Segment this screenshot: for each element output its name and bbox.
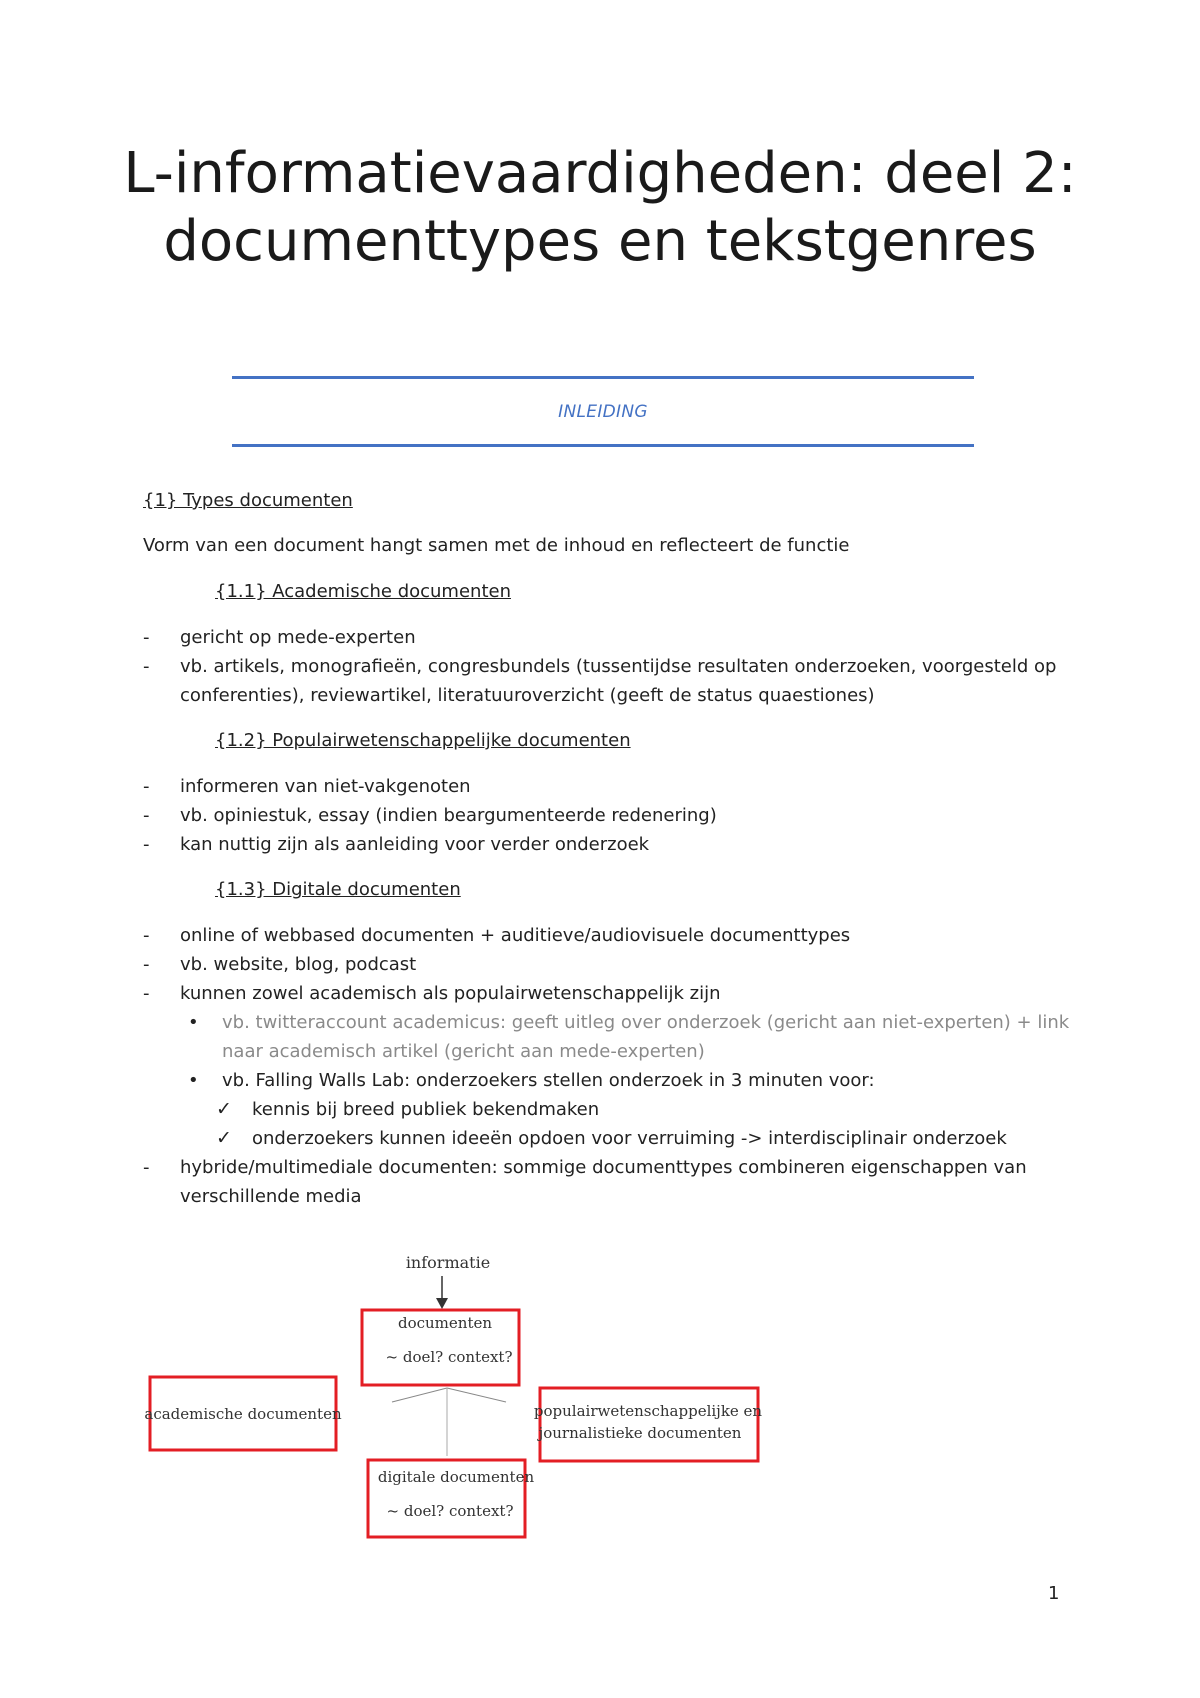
diagram-top-label bbox=[406, 1253, 490, 1272]
dash-marker: - bbox=[143, 1157, 150, 1178]
dash-marker: - bbox=[143, 983, 150, 1004]
check-item-text: kennis bij breed publiek bekendmaken bbox=[252, 1099, 600, 1120]
check-item-text: onderzoekers kunnen ideeën opdoen voor verruiming -> interdisciplinair onderzoek bbox=[252, 1128, 1007, 1149]
diagram-left-text: academische documenten bbox=[144, 1405, 342, 1423]
dash-marker: - bbox=[143, 925, 150, 946]
section-label: INLEIDING bbox=[558, 402, 648, 422]
bullet-item-text: vb. Falling Walls Lab: onderzoekers stellen onderzoek in 3 minuten voor: bbox=[222, 1070, 875, 1091]
heading-1-3: {1.3} Digitale documenten bbox=[215, 879, 461, 900]
dash-marker: - bbox=[143, 834, 150, 855]
list-item-text: informeren van niet-vakgenoten bbox=[180, 776, 471, 797]
intro-paragraph: Vorm van een document hangt samen met de inhoud en reflecteert de functie bbox=[143, 535, 850, 556]
checkmark-icon: ✓ bbox=[216, 1098, 232, 1120]
list-item-text: kan nuttig zijn als aanleiding voor verder onderzoek bbox=[180, 834, 650, 855]
document-title: L-informatievaardigheden: deel 2: documenttypes en tekstgenres bbox=[123, 141, 1077, 274]
diagram-branch-line-right bbox=[447, 1388, 506, 1402]
list-item-text: gericht op mede-experten bbox=[180, 627, 416, 648]
list-item-text: vb. opiniestuk, essay (indien beargumenteerde redenering) bbox=[180, 805, 717, 826]
dash-marker: - bbox=[143, 627, 150, 648]
dash-marker: - bbox=[143, 776, 150, 797]
divider-top bbox=[232, 376, 974, 379]
diagram-bottom-line1: digitale documenten bbox=[377, 1468, 535, 1486]
list-item-text: vb. website, blog, podcast bbox=[180, 954, 417, 975]
list-item-text: vb. artikels, monografieën, congresbundels (tussentijdse resultaten onderzoeken, voorgesteld op conferenties), reviewartikel, literatuuroverzicht (geeft de status quaestiones) bbox=[180, 656, 1057, 706]
document-types-diagram bbox=[0, 1230, 1200, 1550]
dash-marker: - bbox=[143, 954, 150, 975]
diagram-bottom-line2: ~ doel? context? bbox=[386, 1502, 514, 1520]
diagram-right-line1: populairwetenschappelijke en bbox=[533, 1402, 763, 1420]
heading-1: {1} Types documenten bbox=[143, 490, 353, 511]
diagram-center-line1: documenten bbox=[397, 1314, 493, 1332]
list-item-text: kunnen zowel academisch als populairwetenschappelijk zijn bbox=[180, 983, 721, 1004]
heading-1-2: {1.2} Populairwetenschappelijke documenten bbox=[215, 730, 631, 751]
list-item-text: hybride/multimediale documenten: sommige documenttypes combineren eigenschappen van verschillende media bbox=[180, 1157, 1027, 1207]
bullet-marker: • bbox=[188, 1070, 199, 1091]
diagram-right-line2: journalistieke documenten bbox=[538, 1424, 742, 1442]
heading-1-1: {1.1} Academische documenten bbox=[215, 581, 511, 602]
diagram-top-text: informatie bbox=[405, 1253, 491, 1272]
dash-marker: - bbox=[143, 656, 150, 677]
dash-marker: - bbox=[143, 805, 150, 826]
divider-bottom bbox=[232, 444, 974, 447]
diagram-center-line2: ~ doel? context? bbox=[385, 1348, 513, 1366]
bullet-item-text: vb. twitteraccount academicus: geeft uitleg over onderzoek (gericht aan niet-experten) + link naar academisch artikel (gericht aan mede-experten) bbox=[222, 1012, 1070, 1062]
bullet-marker: • bbox=[188, 1012, 199, 1033]
diagram-branch-line-left bbox=[392, 1388, 447, 1402]
page-number: 1 bbox=[1048, 1583, 1060, 1604]
list-item-text: online of webbased documenten + auditieve/audiovisuele documenttypes bbox=[180, 925, 851, 946]
checkmark-icon: ✓ bbox=[216, 1127, 232, 1149]
arrow-down-icon bbox=[436, 1298, 448, 1309]
